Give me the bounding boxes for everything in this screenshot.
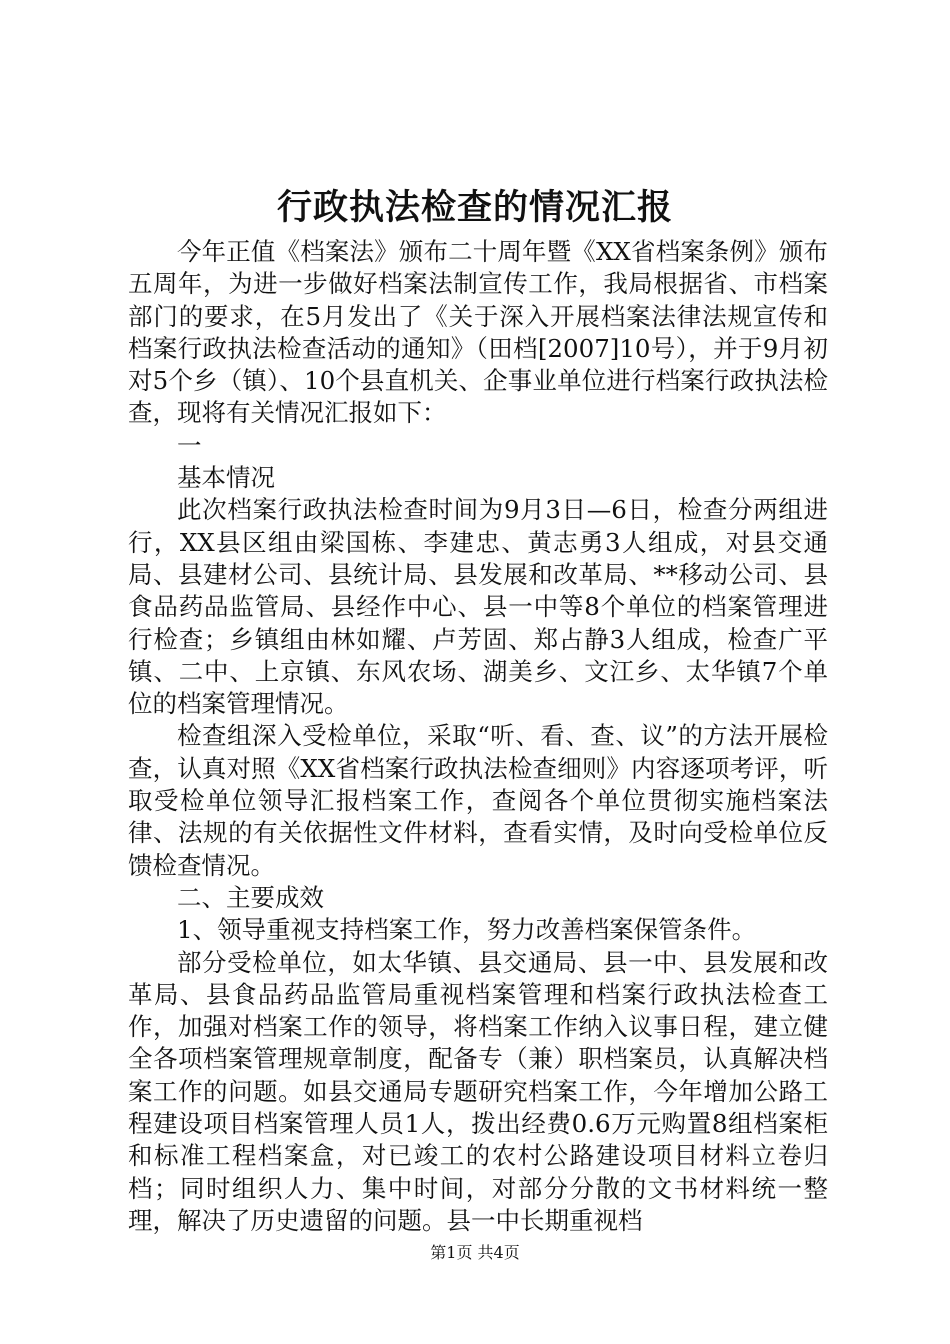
section-number: 一 <box>177 430 202 460</box>
page-footer: 第1页 共4页 <box>430 1243 520 1262</box>
section-heading-results: 二、主要成效 <box>177 882 324 912</box>
intro-paragraph: 今年正值《档案法》颁布二十周年暨《XX省档案条例》颁布五周年，为进一步做好档案法制宣传工作，我局根据省、市档案部门的要求，在5月发出了《关于深入开展档案法律法规宣传和档案行政执法检查活动的通知》（田档[2007]10号），并于9月初对5个乡（镇）、10个县直机关、企事业单位进行档案行政执法检查，现将有关情况汇报如下： <box>128 237 828 428</box>
method-paragraph: 检查组深入受检单位，采取“听、看、查、议”的方法开展检查，认真对照《XX省档案行政执法检查细则》内容逐项考评，听取受检单位领导汇报档案工作，查阅各个单位贯彻实施档案法律、法规的有关依据性文件材料，查看实情，及时向受检单位反馈检查情况。 <box>128 721 828 880</box>
document-body <box>128 236 828 1237</box>
section-heading-basic: 基本情况 <box>177 463 275 493</box>
document-title: 行政执法检查的情况汇报 <box>276 187 673 228</box>
result-detail-paragraph: 部分受检单位，如太华镇、县交通局、县一中、县发展和改革局、县食品药品监管局重视档案管理和档案行政执法检查工作，加强对档案工作的领导，将档案工作纳入议事日程，建立健全各项档案管理规章制度，配备专（兼）职档案员，认真解决档案工作的问题。如县交通局专题研究档案工作，今年增加公路工程建设项目档案管理人员1人，拨出经费0.6万元购置8组档案柜和标准工程档案盒，对已竣工的农村公路建设项目材料立卷归档；同时组织人力、集中时间，对部分分散的文书材料统一整理，解决了历史遗留的问题。县一中长期重视档 <box>128 947 828 1235</box>
result-item-heading: 1、领导重视支持档案工作，努力改善档案保管条件。 <box>177 915 757 945</box>
basic-info-paragraph: 此次档案行政执法检查时间为9月3日—6日，检查分两组进行，XX县区组由梁国栋、李建忠、黄志勇3人组成，对县交通局、县建材公司、县统计局、县发展和改革局、**移动公司、县食品药品监管局、县经作中心、县一中等8个单位的档案管理进行检查；乡镇组由林如耀、卢芳固、郑占静3人组成，检查广平镇、二中、上京镇、东风农场、湖美乡、文江乡、太华镇7个单位的档案管理情况。 <box>128 495 828 719</box>
